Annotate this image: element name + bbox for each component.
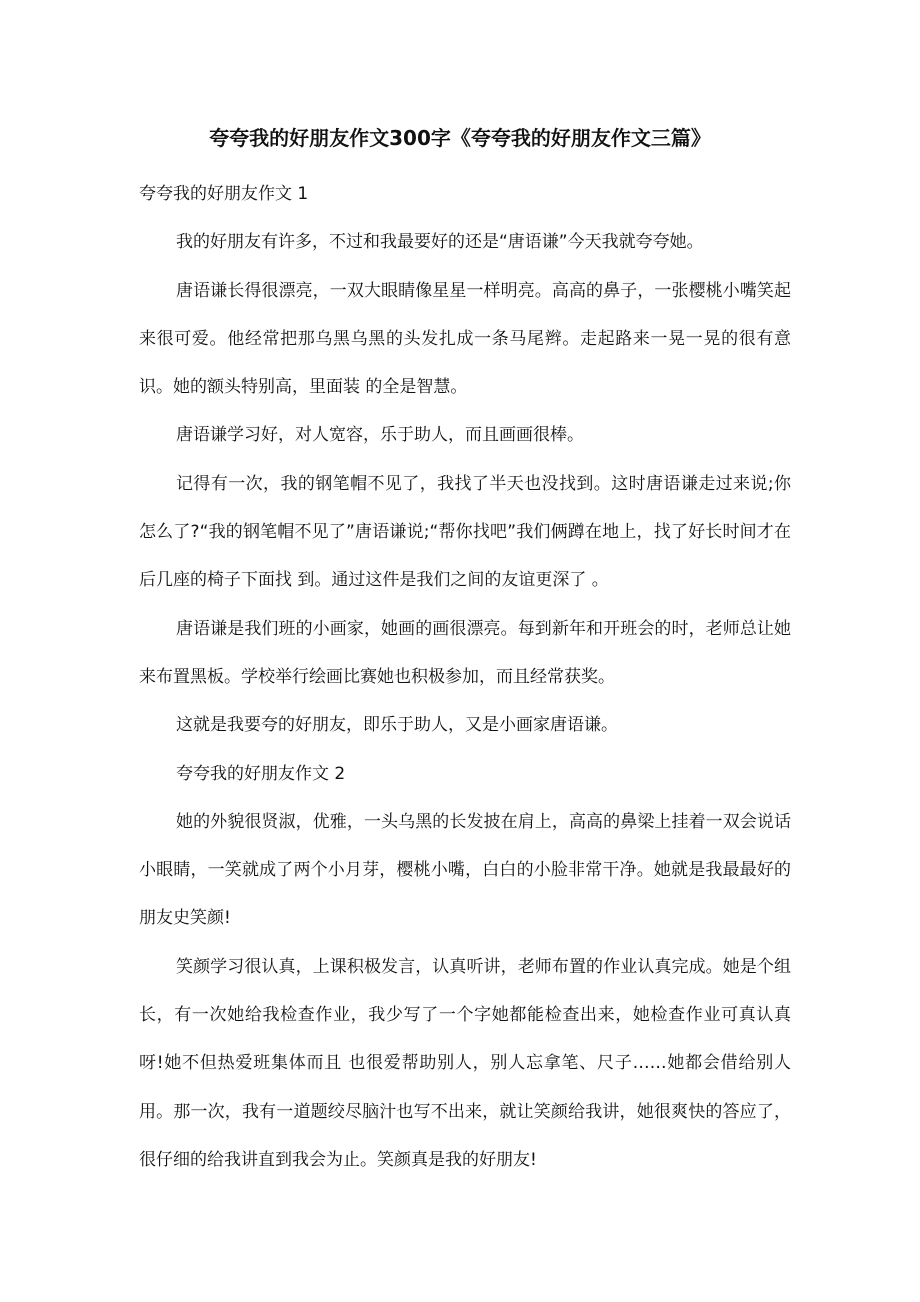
paragraph: 我的好朋友有许多，不过和我最要好的还是“唐语谦”今天我就夸夸她。 (176, 232, 704, 253)
paragraph: 唐语谦是我们班的小画家，她画的画很漂亮。每到新年和开班会的时，老师总让她来布置黑板。学校举行绘画比赛她也积极参加，而且经常获奖。 (139, 618, 791, 687)
section-heading-1: 夸夸我的好朋友作文 1 (139, 184, 309, 204)
paragraph: 唐语谦长得很漂亮，一双大眼睛像星星一样明亮。高高的鼻子，一张樱桃小嘴笑起来很可爱。他经常把那乌黑乌黑的头发扎成一条马尾辫。走起路来一晃一晃的很有意识。她的额头特别高，里面装 的全是智慧。 (139, 280, 791, 398)
document-body (139, 170, 791, 1184)
paragraph: 笑颜学习很认真，上课积极发言，认真听讲，老师布置的作业认真完成。她是个组长，有一次她给我检查作业，我少写了一个字她都能检查出来，她检查作业可真认真呀!她不但热爱班集体而且 也很爱帮助别人，别人忘拿笔、尺子……她都会借给别人用。那一次，我有一道题绞尽脑汁也写不出来，就让笑颜给我讲，她很爽快的答应了，很仔细的给我讲直到我会为止。笑颜真是我的好朋友! (139, 956, 791, 1170)
section-heading-2: 夸夸我的好朋友作文 2 (176, 763, 346, 784)
document-title: 夸夸我的好朋友作文300字《夸夸我的好朋友作文三篇》 (209, 126, 711, 150)
paragraph: 唐语谦学习好，对人宽容，乐于助人，而且画画很棒。 (176, 425, 584, 446)
paragraph: 记得有一次，我的钢笔帽不见了，我找了半天也没找到。这时唐语谦走过来说;你怎么了?“我的钢笔帽不见了”唐语谦说;“帮你找吧”我们俩蹲在地上，找了好长时间才在后几座的椅子下面找 到。通过这件是我们之间的友谊更深了 。 (139, 473, 791, 591)
paragraph: 这就是我要夸的好朋友，即乐于助人，又是小画家唐语谦。 (176, 715, 618, 736)
paragraph: 她的外貌很贤淑，优雅，一头乌黑的长发披在肩上，高高的鼻梁上挂着一双会说话小眼睛，一笑就成了两个小月芽，樱桃小嘴，白白的小脸非常干净。她就是我最最好的朋友史笑颜! (139, 811, 791, 929)
